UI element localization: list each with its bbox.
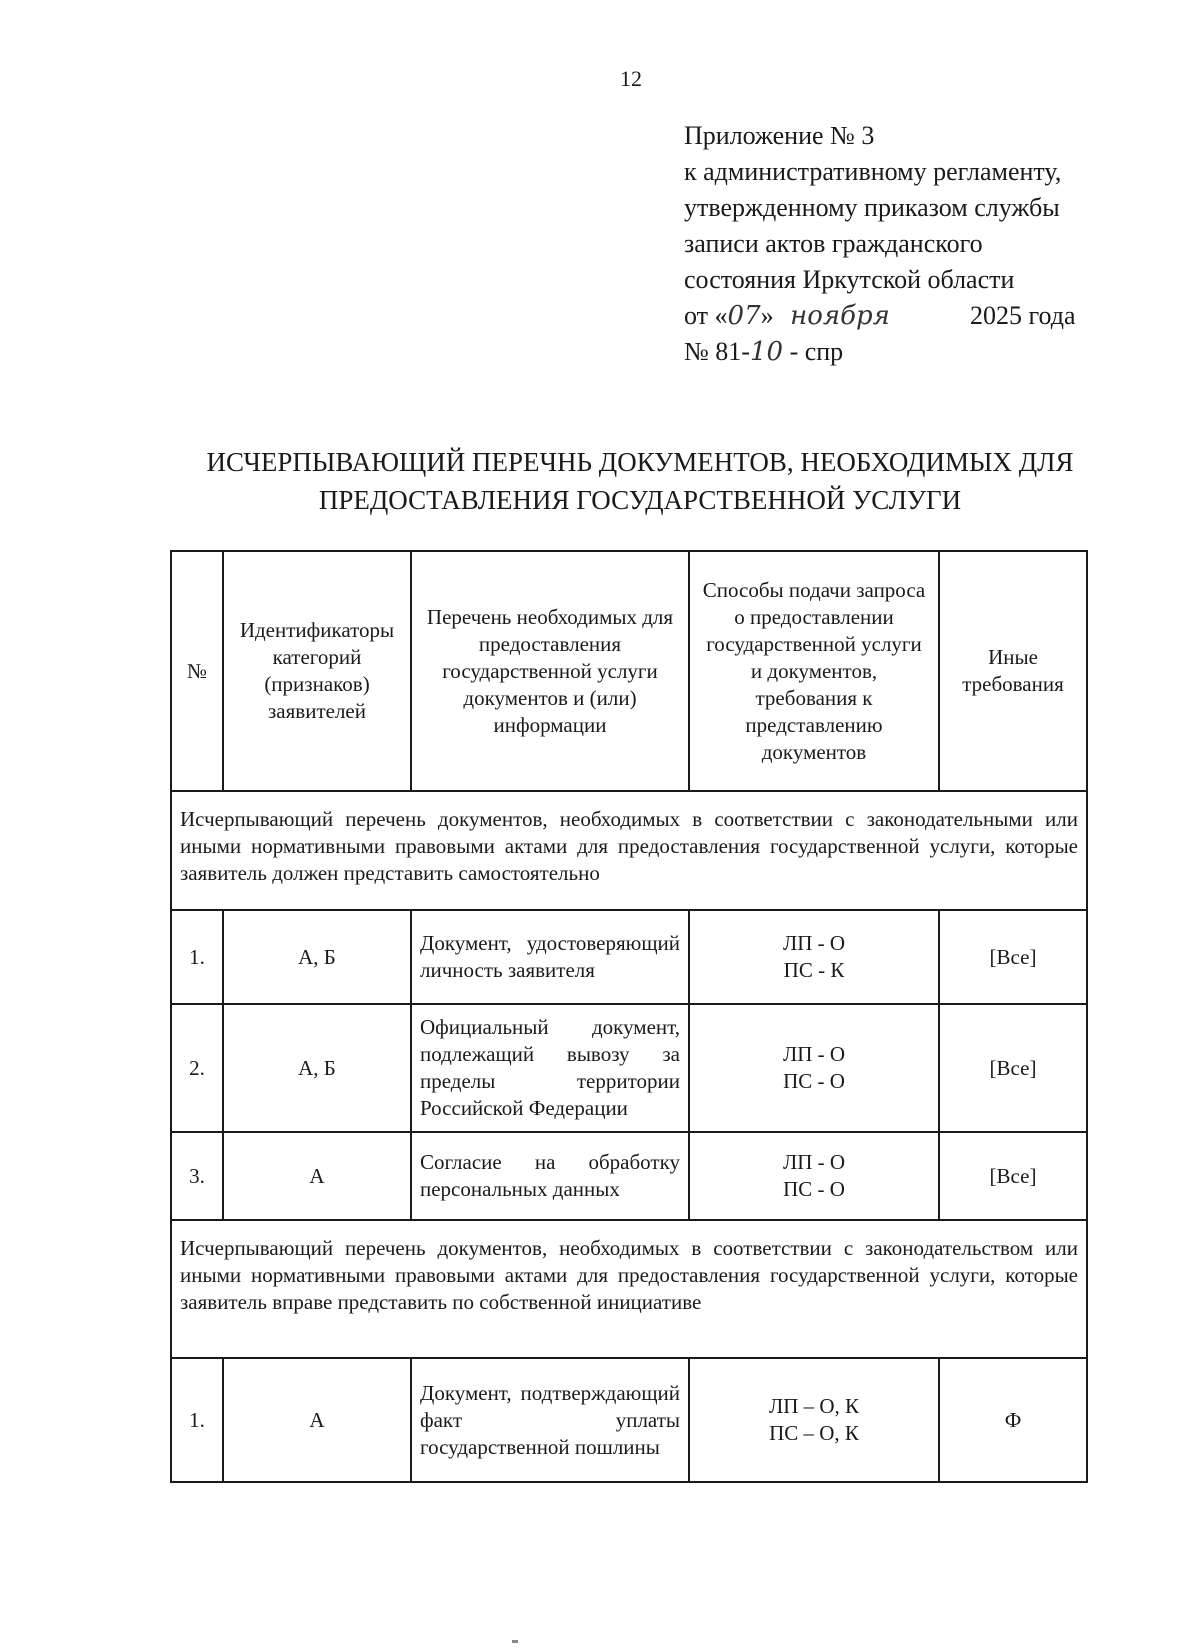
- method-line: ПС – О, К: [769, 1421, 859, 1445]
- section-heading: Исчерпывающий перечень документов, необходимых в соответствии с законодательными или иными нормативными правовыми актами для предоставления государственной услуги, которые заявитель должен представить самостоятельно: [171, 791, 1087, 910]
- row-other-requirements: [Все]: [939, 1132, 1087, 1220]
- section-heading: Исчерпывающий перечень документов, необходимых в соответствии с законодательством или иными нормативными правовыми актами для предоставления государственной услуги, которые заявитель вправе представить по собственной инициативе: [171, 1220, 1087, 1358]
- document-title: [150, 443, 1130, 519]
- row-methods: [689, 1132, 939, 1220]
- documents-table: [170, 550, 1088, 1483]
- section-heading-row: [171, 791, 1087, 910]
- row-methods: [689, 1004, 939, 1132]
- date-month-handwritten: ноября: [790, 301, 890, 331]
- appendix-line: утвержденному приказом службы: [684, 193, 1060, 222]
- order-number-handwritten: 10: [749, 337, 784, 367]
- row-applicant-ids: А: [223, 1358, 411, 1482]
- table-row: [171, 1358, 1087, 1482]
- title-line: ПРЕДОСТАВЛЕНИЯ ГОСУДАРСТВЕННОЙ УСЛУГИ: [318, 485, 962, 515]
- row-methods: [689, 1358, 939, 1482]
- date-prefix: от «: [684, 301, 728, 330]
- row-other-requirements: [Все]: [939, 1004, 1087, 1132]
- method-line: ПС - К: [783, 958, 845, 982]
- appendix-line: состояния Иркутской области: [684, 265, 1015, 294]
- method-line: ЛП - О: [782, 1150, 846, 1174]
- table-row: [171, 1132, 1087, 1220]
- order-number-suffix: - спр: [783, 337, 844, 366]
- row-applicant-ids: А, Б: [223, 1004, 411, 1132]
- row-number: 1.: [171, 1358, 223, 1482]
- header-submission-methods: Способы подачи запроса о предоставлении государственной услуги и документов, требования к представлению документов: [689, 551, 939, 791]
- appendix-block: [684, 118, 1084, 370]
- appendix-line: Приложение № 3: [684, 121, 875, 150]
- row-other-requirements: [Все]: [939, 910, 1087, 1004]
- order-number: [684, 334, 1084, 370]
- row-other-requirements: Ф: [939, 1358, 1087, 1482]
- method-line: ЛП - О: [782, 931, 846, 955]
- table-header-row: [171, 551, 1087, 791]
- scan-mark: [512, 1640, 518, 1643]
- row-methods: [689, 910, 939, 1004]
- row-document: Согласие на обработку персональных данных: [411, 1132, 689, 1220]
- row-number: 1.: [171, 910, 223, 1004]
- header-document-list: Перечень необходимых для предоставления государственной услуги документов и (или) информации: [411, 551, 689, 791]
- table-row: [171, 910, 1087, 1004]
- row-number: 3.: [171, 1132, 223, 1220]
- date-day-handwritten: 07: [727, 301, 761, 331]
- row-number: 2.: [171, 1004, 223, 1132]
- row-applicant-ids: А, Б: [223, 910, 411, 1004]
- date-year: 2025 года: [970, 301, 1076, 330]
- table-row: [171, 1004, 1087, 1132]
- appendix-line: записи актов гражданского: [684, 229, 983, 258]
- title-line: ИСЧЕРПЫВАЮЩИЙ ПЕРЕЧНЬ ДОКУМЕНТОВ, НЕОБХОДИМЫХ ДЛЯ: [206, 447, 1074, 477]
- row-document: Документ, удостоверяющий личность заявителя: [411, 910, 689, 1004]
- order-number-prefix: № 81-: [684, 337, 750, 366]
- section-heading-row: [171, 1220, 1087, 1358]
- row-applicant-ids: А: [223, 1132, 411, 1220]
- method-line: ЛП - О: [782, 1042, 846, 1066]
- method-line: ЛП – О, К: [768, 1394, 860, 1418]
- method-line: ПС - О: [783, 1177, 845, 1201]
- appendix-line: к административному регламенту,: [684, 157, 1062, 186]
- header-applicant-ids: Идентификаторы категорий (признаков) заявителей: [223, 551, 411, 791]
- row-document: Документ, подтверждающий факт уплаты государственной пошлины: [411, 1358, 689, 1482]
- row-document: Официальный документ, подлежащий вывозу за пределы территории Российской Федерации: [411, 1004, 689, 1132]
- approval-date: [684, 298, 1084, 334]
- date-mid: »: [760, 301, 774, 330]
- method-line: ПС - О: [783, 1069, 845, 1093]
- header-other-requirements: Иные требования: [939, 551, 1087, 791]
- header-number: №: [171, 551, 223, 791]
- page-number: 12: [620, 66, 642, 91]
